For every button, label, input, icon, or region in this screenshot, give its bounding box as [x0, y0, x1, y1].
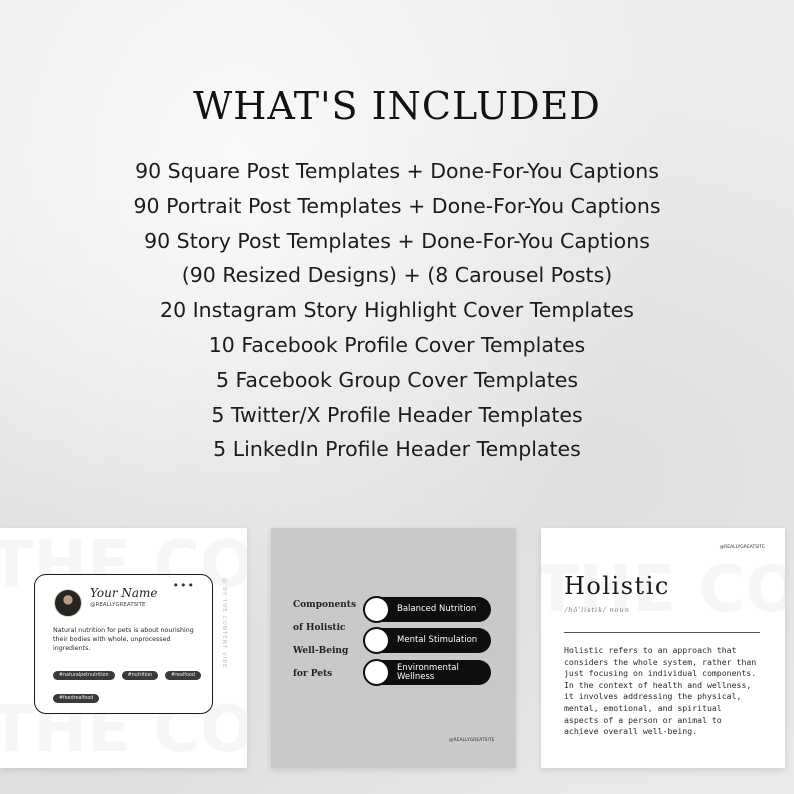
component-label: Environmental Wellness: [397, 662, 459, 682]
hashtag: #feedrealfood: [53, 694, 99, 703]
social-post-card: [34, 574, 213, 714]
template-preview-definition: [541, 528, 785, 768]
feature-item: 20 Instagram Story Highlight Cover Templates: [160, 298, 634, 323]
circle-icon: [363, 659, 390, 686]
feature-item: 90 Square Post Templates + Done-For-You Captions: [135, 159, 659, 183]
component-pill: [365, 660, 491, 685]
component-label: Balanced Nutrition: [397, 604, 477, 614]
components-title-line: Well-Being: [293, 646, 349, 656]
feature-list: [0, 154, 794, 467]
circle-icon: [363, 596, 390, 623]
site-handle: @REALLYGREATSITE: [449, 738, 495, 743]
components-title-line: for Pets: [293, 669, 333, 679]
component-label: Mental Stimulation: [397, 635, 478, 645]
profile-name: Your Name: [90, 586, 158, 600]
feature-item: 90 Portrait Post Templates + Done-For-You Captions: [133, 193, 661, 218]
feature-item: 5 LinkedIn Profile Header Templates: [213, 437, 581, 462]
component-pill: [365, 597, 491, 622]
components-title-line: of Holistic: [293, 623, 346, 633]
hashtag: #naturalpetnutrition: [53, 671, 115, 680]
feature-item: 5 Facebook Group Cover Templates: [215, 367, 579, 392]
template-preview-components: [271, 528, 516, 768]
phonetic-text: /hō'listik/ noun: [565, 606, 630, 614]
hashtag-list: [53, 661, 203, 707]
definition-text: Holistic refers to an approach that considers the whole system, rather than just focusing on individual components. In the context of health and wellness, it involves addressing the physical, mental, emotional, and spiritual aspects of a person or animal to achieve overall well-being.: [564, 645, 757, 737]
template-preview-post: [0, 528, 247, 768]
feature-item: 5 Twitter/X Profile Header Templates: [211, 402, 583, 427]
component-pill: [365, 628, 491, 653]
divider: [564, 632, 760, 633]
hashtag: #nutrition: [122, 671, 158, 680]
components-title-line: Components: [293, 600, 357, 610]
feature-item: (90 Resized Designs) + (8 Carousel Posts): [181, 263, 613, 288]
avatar: [54, 589, 82, 617]
page-title: WHAT'S INCLUDED: [193, 84, 601, 128]
circle-icon: [363, 627, 390, 654]
feature-item: 90 Story Post Templates + Done-For-You Captions: [144, 228, 650, 253]
feature-item: 10 Facebook Profile Cover Templates: [208, 332, 586, 357]
post-body: Natural nutrition for pets is about nourishing their bodies with whole, unprocessed ingredients.: [53, 627, 194, 653]
vertical-credit: @ BY THE CONTENT VIBE: [221, 578, 227, 669]
hashtag: #realfood: [165, 671, 201, 680]
more-options-icon: •••: [172, 579, 195, 592]
profile-handle: @REALLYGREATSITE: [90, 602, 146, 608]
definition-word: Holistic: [564, 572, 670, 600]
site-handle: @REALLYGREATSITE: [719, 545, 765, 550]
